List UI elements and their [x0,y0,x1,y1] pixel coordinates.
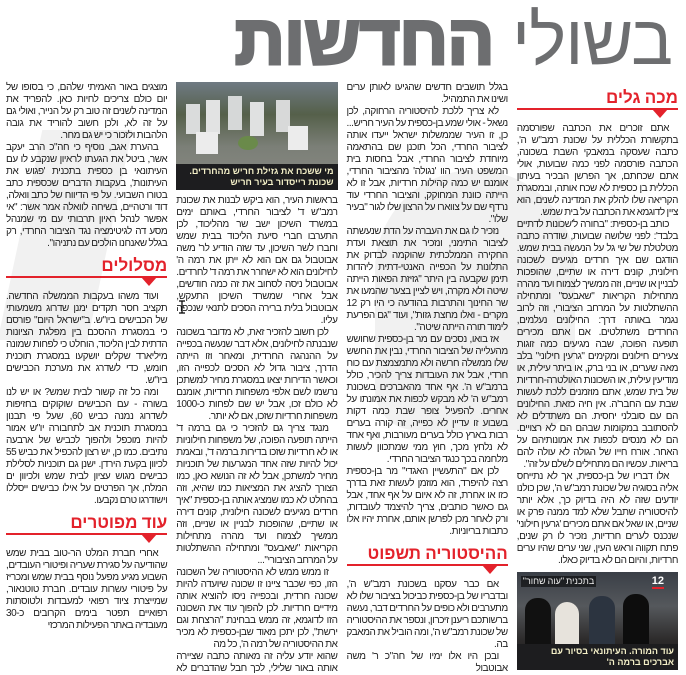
paragraph: אחרי חברת המלט הר-טוב בבית שמש שהודיעה על סגירת שעריה ופיטורי העובדים, השבוע מגיע מפעל נוסף בבית שמש ומכריז על פיטורי עשרות עובדים. חברת טוטנאור, שמייצרת ציוד רפואי למעבדות ולטוסתות רפואיים תפטר בימים הקרובים כ-30 מעובדיה באתר הפעילות המרכזי [6,548,168,631]
paragraph: לכן חשוב להזכיר זאת, לא מדובר בשכונה שנבנתה לחילונים, אלא דבר שנעשה בכפייה על ההנהגה החרדית, ומאחר וזו הייתה הדרך, ציבור גדול לא הסכים לכפייה הזו, וכאשר הדירות יצאו במסגרת מחיר למשתכן נרשמו לשם אלפי משפחות חרדיות, אומנם לא כולם זכו, אבל יש שם לפחות כ-1000 משפחות חרדיות שזכו, אם לא יותר. [176,327,338,422]
building [186,104,200,134]
building [206,100,220,134]
paragraph: אתם זוכרים את הכתבה שפורסמה בתקשורת הכללית על שכונת רמב"ש ה', כתבה שעסקה במאבקי השבת בשכונה, הכתבה פורסמה לפני כמה שבועות, אולי אתם שכחתם, אך הפרשן הבכיר בעיתון הכללית בן כספית לא שכח אותה, ובמסגרת הקריאה שלו להלק את המדינה לשנים, הוא ציין לדוגמא את הכתבה על בית שמש. [516,123,678,218]
section-heading-history: ההיסטוריה תשפוט [367,544,508,563]
photo-subtitle: בתכנית "עוה שחור" [522,576,595,586]
triangle-marker-icon [141,534,157,543]
title-light: בשולי [511,1,672,79]
paragraph: ועוד משהו בעקבות הממשלה החדשה. תקציב חסר תקדים ימנן שדרוג משמעותי של הכבישים ביו"ש. ב"ישראל היום" פורסם כי במסגרת ההסכם בין מפלגת הציונות הדתית לבין הליכוד, הוחלט כי לפחות שמונה מיליארד שקלים יושקעו במסגרת תוכנית חומש, כדי לשדרג את מערכת הכבישים ביו"ש. [6,291,168,386]
paragraph: אם כבר עסקנו בשכונת רמב"ש ה', ובדבריו של בן-כספית כביכול בציבור שלו לא מתערבים ולא כופים על החרדים דבר, נעשה ברשותכם ריענן זיכרון, ונספר את ההיסטוריה של שכונת רמב"ש ה', ומה הוביל את המאבק בה. [346,579,508,650]
section-heading-routes: מסלולים [101,256,168,275]
paragraph: בהערת אגב, נוסיף כי חה"כ הרב יעקב אשר, ביטל את הגעתו לראיון שנקבע לו עם העיתונאי בן כספית בתכנית 'פגוש את העיתונות', בעקבות הדברים שכספית כתב בטורו השבועי. על פי הדיווח של כתב וואלה, דוד ורטהיים, בשיחה לוואלה אמר אשר: "אי אפשר לנהל ראיון תרבותי עם מי שמנהל מסע דה לגיטימציה נגד הציבור החרדי, רק בגלל שאנחנו הולכים עם נתניהו". [6,142,168,249]
article-columns [6,82,678,675]
paragraph: זו ממש ממש לא ההיסטוריה של השכונה הזו, כפי שכבר ציינו זו שכונה שיועדה להיות שכונה חרדית, ובכפייה ניסו להוציא אותה מידיים חרדיות. לכן להפוך עוד את השכונה הזו לדוגמא, זה ממש בבחינת "הרצחת וגם ירשת", לכן יתכן מאוד שבן-כספית לא מכיר את ההיסטוריה של רמה ה', כל מה [176,567,338,650]
section-heading-more-layoffs: עוד מפוטרים [70,513,168,532]
photo-caption: עוד המורה. העיתונאי בסיור עם אברכים ברמה ה' [517,644,678,670]
paragraph: בראשות העיר, הוא ביקש לבנות את שכונת רמב"ש ד' לציבור החרדי, באותם ימים במשרד השיכון ישב שר מהליכוד, לכן התערבו חברי סיעת הליכוד בבית שמש וחברו לשר השיכון, עד שזה הודיע לר' משה אבוטבול גם אם הוא לא ייתן את רמה ה' לחילונים הוא לא ישחרר את רמה ד' לחרדים. אבוטבול ניסה לסחוב את זה כמה חודשים, אבל אחרי שמשרד השיכון התעקש, אבוטבול בלית ברירה הסכים לתנאי שנכפה עליו. [176,195,338,326]
paragraph: שהוא יודע עליה זה מאותה כתבה שציירה אותה באור שלילי, לכך חבל שהדברים לא מוצגים באור האמיתי שלהם, כי בסופו של יום כולם צריכים לחיות כאן. להפריד את המדינה לשנים זה טוב רק על הנייר, ואולי גם על זה לא, ולכן חשוב להוריד את גובה הלהבות ולזכור כי יש גם מחר. [6,82,338,674]
text-cursor-icon [178,300,186,314]
paragraph: נזכיר לו גם את העברה על הדת שנעשתה לציבור התימני, ונזכיר את תוצאת ועדת החקירה הממלכתית שהוקמה לבדוק את התלונות על הכפייה האנטי-דתית ליהדות תימן שקבעה בין היתר "גזיזת הפאות הייתה שיטה ולא מקרה, ויש לציין בצער שהמעו את שר החינוך והתרבות בהודעה כי היו רק 12 מקרים - ואלו מחצת גזות", ועוד "גם הפרעת לימוד תורה הייתה שיטה". [346,226,508,333]
paragraph: ובכן היו אלו ימיו של חה"כ ר' משה אבוטבול [346,651,508,674]
paragraph: מנגד צריך גם להזכיר כי גם ברמה ד' הייתה תופעה הפוכה, של משפחות חילוניות או לא חרדיות שזכו בדירות ברמה ד', ובאמת יכול להיות שזה אחד המגרעות של תוכניות מחיר למשתכן, אבל לא זה הנושא כאן, כמו הצורך להציג את המציאות כמו שהיא, וזה בהחלט לא כמו שמציג אותה בן-כספית "איך חרדים מגיעים לשכונה חילונית, קונים דירה או שתיים, שהופכות לבניין או שניים, וזה ממשיך לצמוח ועד מהרה מתחילות הקריאות "שאבעס" ומתחילה ההשתלטות על המרחב הציבורי"... [176,423,338,566]
paragraph: לא צריך ללכת להיסטוריה הרחוקה, לכן נשאל - אולי שמע בן-כספית על העיר חריש... כן, זו העיר שממשלות ישראל ייעדו אותה לציבור החרדי, הכל תוכנן שם בהתאמה מיוחדת לציבור החרדי, אבל בחסות בית המשפט העיר הוו 'נגולה' מהציבור החרדי, אומנם יש כמה קהילות חרדיות, אבל זו לא הייתה כוונת המחוקק, והציבור החרדי עוד נרדף שם על צווארו על הרצון שלו לגור "בעיר שלו". [346,106,508,225]
building [288,126,308,150]
paragraph: כותב בן-כספית: "בחורה ל'שכונות לדתיים בלבד': לפני שלושה שבועות, שודרה כתבה מטלטלת של שי גל על הנעשה בבית שמש. הודגם שם איך חרדים מגיעים לשכונה חילונית, קונים דירה או שתיים, שהופכות לבניין או שניים, וזה ממשיך לצמוח ועד מהרה מתחילות הקריאות "שאבעס" ומתחילה ההשתלטות על המרחב הציבורי, וזה לרוב נגמר באותה דרך: החילונים נעלמים, החרדים משתלטים. אם אתם מכירים תופעה הפוכה, שבה מגיעים כמה זוגות צעירים חילונים ומקימים "גרעין חילוני" בלב מאה שערים, או בני ברק, או ביתר עילית, או מודיעין עילית, או השכונות האולטרה-חרדיות של בית שמש, אתם מוזמנים ללכת לעשות שבת עם החבר'ה. אין חיה כזאת. החילונים הם עם סובלני יחסית. הם משתדלים לא להסתובב במקומות שבהם הם לא רצויים. הם לא מנסים לכפות את אמונותיהם על האחר. אורח חייו של הגולה לא עולה להם בריאות. עכשיו הם מתחילים לשלם על זה". [516,219,678,470]
section-header-more-layoffs [6,513,167,543]
title-heavy: החדשות [234,1,494,79]
paragraph: ומה כל זה קשור לבית שמש? או יש לנו בשורה - עם הכבישים שוקוקים בחזיפות לשדרוג נמנה כביש 60, שעל פי תבנון במסגרת תוכנית אב לתחבורה יו"ש אמור להיות מוכפל ולהפוך לכביש של ארבעה נתיבים. כמו כן, יש רצון להכפיל את כביש 55 לכיוון בקעת הירדן. ישנן גם תוכניות לסלילת כבישים מגוש עציון לבית שמש ולכיוון ים המלח, אך הפרטים על אילו כבישים ייסללו וישודרגו טרם נקבעו. [6,387,168,506]
triangle-marker-icon [482,565,498,574]
building [228,96,242,130]
photo-journalist-tour [517,572,678,670]
paragraph: אלו דבריו של בן-כספית, אך לא נתייחס אליה בסוגיה של שכונת רמב"ש ה', שכן כולנו יודעים שזה לא היה בדיוק כך, אלא יותר להיסטוריה שתבל שלא למד ממנה פרק או שניים, או שאל אם אתם מכירים 'גרעין חילוני' שנכנס לערים חרדיות, נזכיר לו רק שנים, פתח תקווה וראש העין, שני ערים שהיו ערים חרדיות, והיום הם לא בדיוק כאלו. [516,471,678,566]
building [250,102,264,136]
section-header-routes [6,256,167,286]
park [238,136,258,150]
photo-harish-neighborhood [176,82,337,190]
paragraph: לכן אם "התעשיין האגדי" מר בן-כספית רצה להיפרד, הוא מוזמן לעשות זאת בדרך כזו או אחרת, זה לא איום על אף אחד, אבל גם כאשר כותבים, צריך להיצמד לעובדות, ורק לאחר מכן לפרשן אותם, אחרת יהיו אלו כתבות בריוניות. [346,466,508,537]
section-header-waves [517,88,678,118]
triangle-marker-icon [652,109,668,118]
section-heading-waves: מכה גלים [605,88,678,107]
section-header-history [347,544,508,574]
page-title [0,0,686,80]
triangle-marker-icon [141,277,157,286]
channel-logo: 12 [651,575,664,587]
photo-caption: מי ששכח את גזילת חריש מהחרדים. שכונת רייסדור בעיר חריש [176,164,337,190]
paragraph: בגלל תושבים חדשים שהגיעו לאותן ערים ושינו את התמהיל. [346,82,508,105]
building [196,132,218,154]
paragraph: אז בואו, נסכים עם מר בן-כספית שחושש מהעלייה של הציבור החרדי, נבין את החשש שלו ממשלה חרשה ולא מתמצמצת עם כוח חרדי, אבל את העובדות צריך להכיר, כולל ברמב"ש ה'. אף אחד מהאברכים בשכונת רמב"ש ה' לא מבקש לכפות את אמונתו על אחרים. להפעיל צופר שבת כמה דקות בשבוע זו עדיין לא כפייה, זה קורה בערים רבות בארץ כולל בערים מעורבות, ואף אחד לא נלחץ מכך, חוץ ממי שמתכוון לעשות מלחמה בכך כנגד הציבור החרדי. [346,334,508,465]
